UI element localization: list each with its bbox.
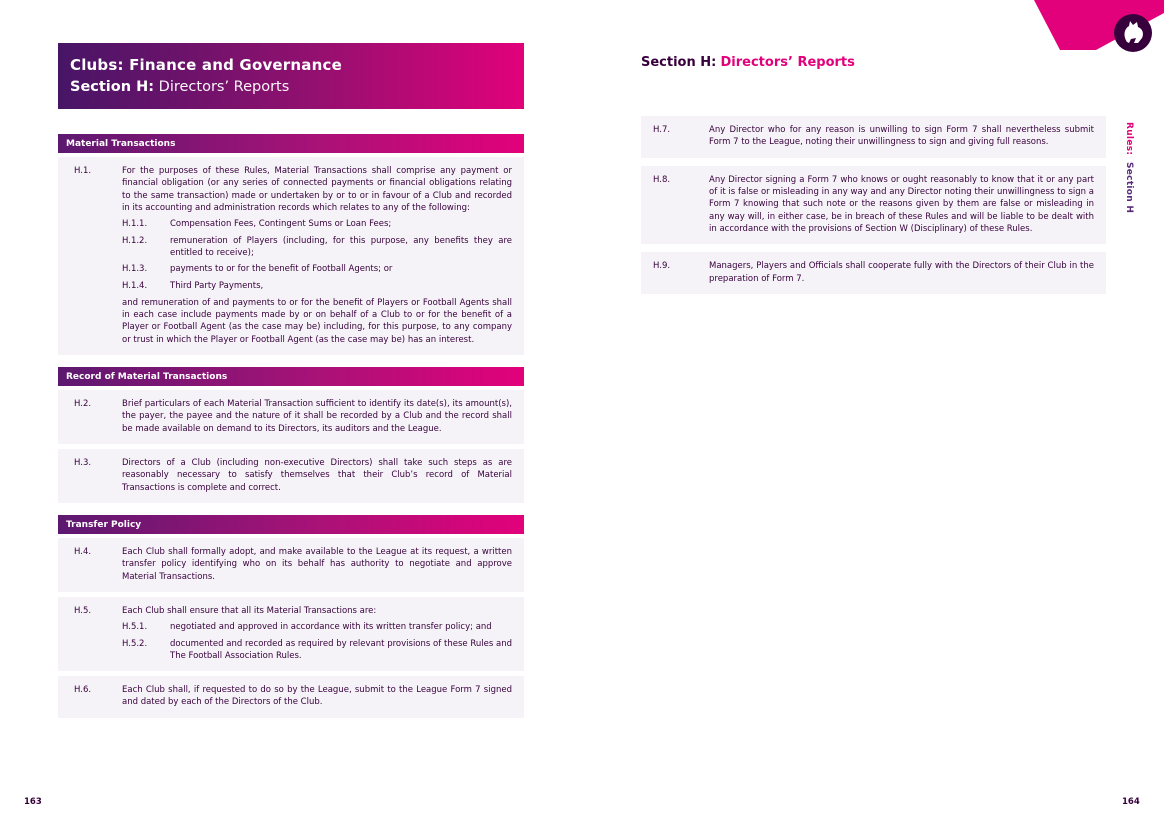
subrule-text: Third Party Payments, <box>170 280 264 291</box>
section-header-label: Material Transactions <box>66 139 176 149</box>
rule-number: H.5. <box>74 605 92 616</box>
rule-h9 <box>641 252 1106 294</box>
subrule-h5-2 <box>122 638 512 663</box>
rule-number: H.9. <box>653 261 671 272</box>
subrule-h1-2 <box>122 235 512 260</box>
subrule-text: negotiated and approved in accordance with its written transfer policy; and <box>170 622 492 633</box>
section-header-record-of-material-transactions <box>58 367 524 386</box>
rule-text-continuation: and remuneration of and payments to or for the benefit of Players or Football Agents shall in each case include payments made by or on behalf of a Club to or for the benefit of a Player or Football Agent (as the case may be) including, for this purpose, to any company or trust in which the Player or Football Agent (as the case may be) has an interest. <box>122 297 512 345</box>
rule-h6 <box>58 676 524 718</box>
rule-h7 <box>641 116 1106 158</box>
rule-h5 <box>58 597 524 671</box>
rule-text: Directors of a Club (including non-executive Directors) shall take such steps as are reasonably necessary to satisfy themselves that their Club’s record of Material Transactions is complete and correct. <box>122 458 512 493</box>
rule-text: Brief particulars of each Material Transaction sufficient to identify its date(s), its amount(s), the payer, the payee and the nature of it shall be recorded by a Club and the record shall be made available on demand to its Directors, its auditors and the League. <box>122 399 512 434</box>
subrule-h1-3 <box>122 263 512 275</box>
subrule-h1-1 <box>122 218 512 230</box>
rule-number: H.1. <box>74 166 92 176</box>
subrule-text: documented and recorded as required by relevant provisions of these Rules and The Football Association Rules. <box>170 638 512 661</box>
rule-number: H.6. <box>74 685 92 696</box>
side-tab <box>1124 122 1134 213</box>
section-header-label: Record of Material Transactions <box>66 372 228 383</box>
rule-h2 <box>58 390 524 444</box>
rule-text: Managers, Players and Officials shall cooperate fully with the Directors of their Club in the preparation of Form 7. <box>709 261 1094 284</box>
side-tab-rules-label: Rules: <box>1124 122 1134 156</box>
subrule-text: Compensation Fees, Contingent Sums or Loan Fees; <box>170 219 392 230</box>
corner-ribbon <box>1030 0 1164 58</box>
rule-text: Any Director who for any reason is unwilling to sign Form 7 shall nevertheless submit Form 7 to the League, noting their unwillingness to sign and giving full reasons. <box>709 125 1094 148</box>
right-page-header <box>641 55 1106 70</box>
right-header-bold: Section H: <box>641 55 717 70</box>
section-header-material-transactions <box>58 134 524 153</box>
subrule-number: H.5.2. <box>122 638 148 649</box>
rule-number: H.4. <box>74 546 92 557</box>
rule-text: Each Club shall ensure that all its Material Transactions are: <box>122 605 377 616</box>
page-number-right: 164 <box>1122 797 1140 807</box>
subrule-number: H.1.3. <box>122 264 148 275</box>
banner-subtitle-bold: Section H: <box>70 79 155 95</box>
subrule-text: remuneration of Players (including, for this purpose, any benefits they are entitled to receive); <box>170 235 512 258</box>
subrule-number: H.5.1. <box>122 622 148 633</box>
rule-number: H.2. <box>74 399 92 410</box>
rule-text: Each Club shall formally adopt, and make available to the League at its request, a written transfer policy identifying who on its behalf has authority to negotiate and approve Material Transactions. <box>122 546 512 582</box>
rule-text: Any Director signing a Form 7 who knows or ought reasonably to know that it or any part of it is false or misleading in any way and any Director noting their unwillingness to sign a Form 7 knowing that such note or the reasons given by them are false or misleading in any way will, in either case, be in breach of these Rules and will be liable to be dealt with in accordance with the provisions of Section W (Disciplinary) of these Rules. <box>709 174 1094 234</box>
rule-text: Each Club shall, if requested to do so by the League, submit to the League Form 7 signed and dated by each of the Directors of the Club. <box>122 685 512 708</box>
rule-h1 <box>58 157 524 355</box>
side-tab-section-label: Section H <box>1124 161 1134 213</box>
subrule-h5-1 <box>122 621 512 633</box>
subrule-h1-4 <box>122 280 512 292</box>
banner-subtitle-rest: Directors’ Reports <box>158 79 290 95</box>
premier-league-logo <box>1114 14 1152 52</box>
left-page <box>58 43 524 723</box>
banner-title: Clubs: Finance and Governance <box>70 56 342 74</box>
banner-subtitle <box>70 79 510 95</box>
page-banner <box>58 43 524 109</box>
rule-number: H.7. <box>653 125 671 135</box>
right-header-rest: Directors’ Reports <box>720 55 855 70</box>
section-header-transfer-policy <box>58 515 524 534</box>
rule-number: H.3. <box>74 458 92 468</box>
page-number-left: 163 <box>24 797 42 807</box>
rule-number: H.8. <box>653 174 671 185</box>
subrule-number: H.1.2. <box>122 235 148 246</box>
rule-h8 <box>641 166 1106 245</box>
rule-text: For the purposes of these Rules, Material Transactions shall comprise any payment or financial obligation (or any series of connected payments or financial obligations relating to the same transaction) made or undertaken by or to or in favour of a Club and recorded in its accounting and administration records which relates to any of the following: <box>122 166 512 213</box>
subrule-number: H.1.4. <box>122 280 148 291</box>
right-page <box>641 55 1106 302</box>
subrule-text: payments to or for the benefit of Football Agents; or <box>170 264 393 275</box>
subrule-number: H.1.1. <box>122 219 148 230</box>
rule-h3 <box>58 449 524 503</box>
rule-h4 <box>58 538 524 592</box>
section-header-label: Transfer Policy <box>66 519 142 530</box>
